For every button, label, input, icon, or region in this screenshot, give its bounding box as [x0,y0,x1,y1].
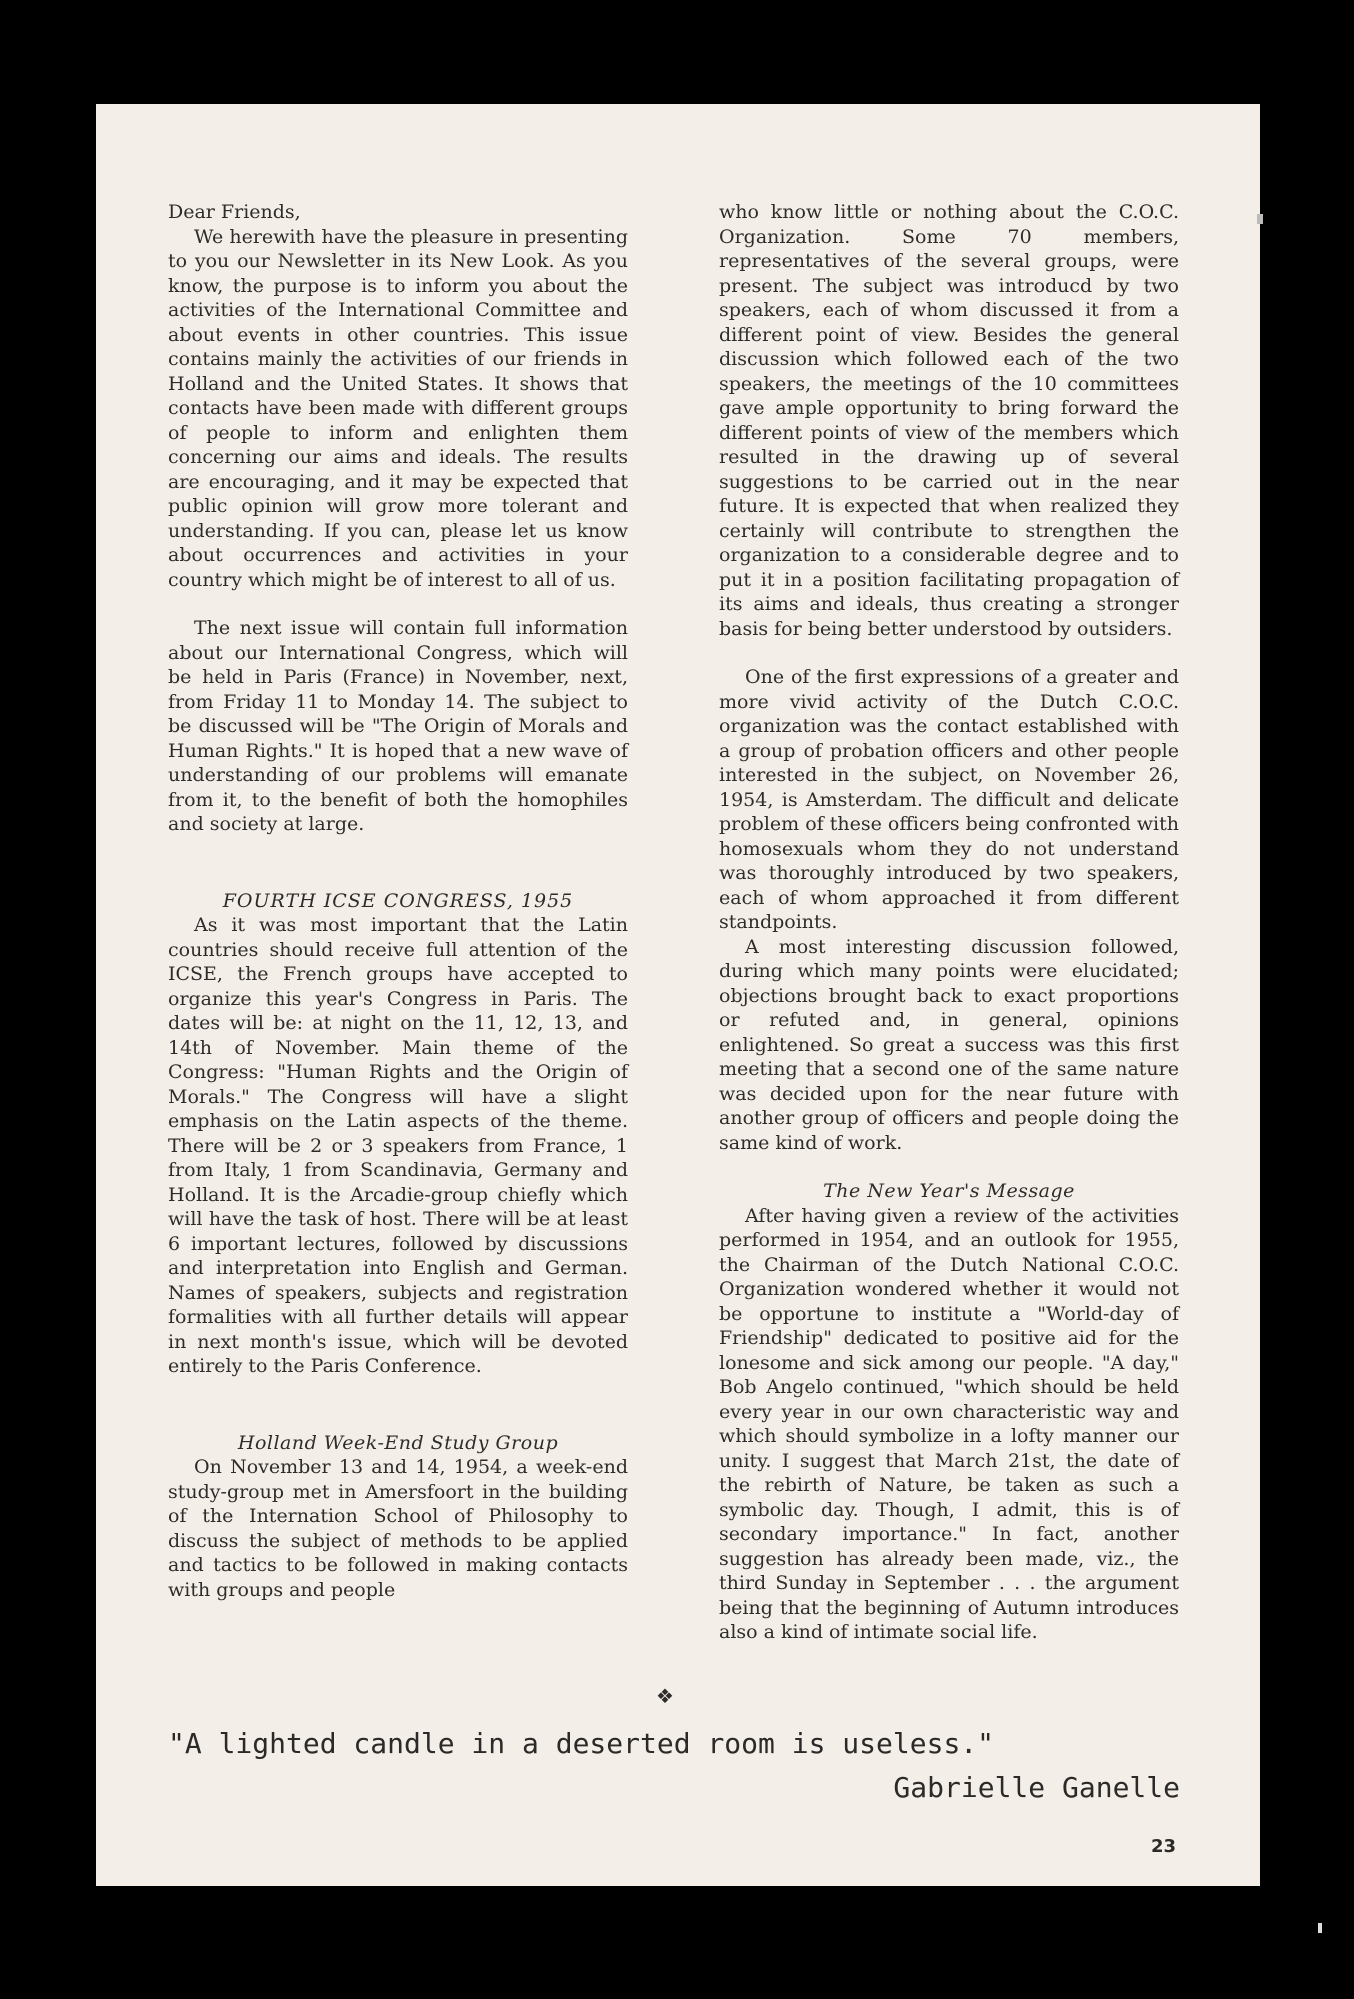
holland-heading: Holland Week-End Study Group [237,1431,559,1454]
holland-paragraph: On November 13 and 14, 1954, a week-end study-group met in Amersfoort in the building of the Internation School of Philosophy to discuss the subject of methods to be applied and tactics to be followed in making contacts with groups and people [168,1456,628,1601]
page-number: 23 [1150,1836,1176,1857]
left-column [168,200,628,1602]
right-column [719,200,1179,1645]
congress-heading: FOURTH ICSE CONGRESS, 1955 [222,889,574,912]
salutation: Dear Friends, [168,201,301,223]
probation-officers-paragraph: One of the first expressions of a greater and more vivid activity of the Dutch C.O.C. organization was the contact established with a group of probation officers and other people interested in the subject, on November 26, 1954, is Amsterdam. The difficult and delicate problem of these officers being confronted with homosexuals whom they do not understand was thoroughly introduced by two speakers, each of whom approached it from different standpoints. [719,666,1179,933]
intro-paragraph: We herewith have the pleasure in presenting to you our Newsletter in its New Look. As you know, the purpose is to inform you about the activities of the International Committee and about events in other countries. This issue contains mainly the activities of our friends in Holland and the United States. It shows that contacts have been made with different groups of people to inform and enlighten them concerning our aims and ideals. The results are encouraging, and it may be expected that public opinion will grow more tolerant and understanding. If you can, please let us know about occurrences and activities in your country which might be of interest to all of us. [168,225,628,591]
new-year-heading: The New Year's Message [823,1180,1075,1202]
quote-text: "A lighted candle in a deserted room is useless." [168,1727,995,1760]
quote-author: Gabrielle Ganelle [893,1771,1180,1804]
scan-edge-mark [1318,1923,1322,1933]
new-year-paragraph: After having given a review of the activities performed in 1954, and an outlook for 1955, the Chairman of the Dutch National C.O.C. Organization wondered whether it would not be opportune to institute a "World-day of Friendship" dedicated to positive aid for the lonesome and sick among our people. "A day," Bob Angelo continued, "which should be held every year in our own characteristic way and which should symbolize in a lofty manner our unity. I suggest that March 21st, the date of the rebirth of Nature, be taken as such a symbolic day. Though, I admit, this is of secondary importance." In fact, another suggestion has already been made, viz., the third Sunday in September . . . the argument being that the beginning of Autumn introduces also a kind of intimate social life. [719,1204,1179,1643]
page-edge-mark [1257,214,1263,224]
newsletter-page [96,104,1260,1886]
discussion-paragraph: A most interesting discussion followed, during which many points were elucidated; objections brought back to exact proportions or refuted and, in general, opinions enlightened. So great a success was this first meeting that a second one of the same nature was decided upon for the near future with another group of officers and people doing the same kind of work. [719,935,1179,1154]
next-issue-paragraph: The next issue will contain full information about our International Congress, which will be held in Paris (France) in November, next, from Friday 11 to Monday 14. The subject to be discussed will be "The Origin of Morals and Human Rights." It is hoped that a new wave of understanding of our problems will emanate from it, to the benefit of both the homophiles and society at large. [168,617,628,835]
congress-paragraph: As it was most important that the Latin countries should receive full attention of the ICSE, the French groups have accepted to organize this year's Congress in Paris. The dates will be: at night on the 11, 12, 13, and 14th of November. Main theme of the Congress: "Human Rights and the Origin of Morals." The Congress will have a slight emphasis on the Latin aspects of the theme. There will be 2 or 3 speakers from France, 1 from Italy, 1 from Scandinavia, Germany and Holland. It is the Arcadie-group chiefly which will have the task of host. There will be at least 6 important lectures, followed by discussions and interpretation into English and German. Names of speakers, subjects and registration formalities with all further details will appear in next month's issue, which will be devoted entirely to the Paris Conference. [168,914,628,1377]
diamond-ornament-icon: ❖ [656,1684,674,1708]
study-group-continued: who know little or nothing about the C.O.C. Organization. Some 70 members, representatives of the several groups, were present. The subject was introducd by two speakers, each of whom discussed it from a different point of view. Besides the general discussion which followed each of the two speakers, the meetings of the 10 committees gave ample opportunity to bring forward the different points of view of the members which resulted in the drawing up of several suggestions to be carried out in the near future. It is expected that when realized they certainly will contribute to strengthen the organization to a considerable degree and to put it in a position facilitating propagation of its aims and ideals, thus creating a stronger basis for being better understood by outsiders. [719,201,1179,640]
